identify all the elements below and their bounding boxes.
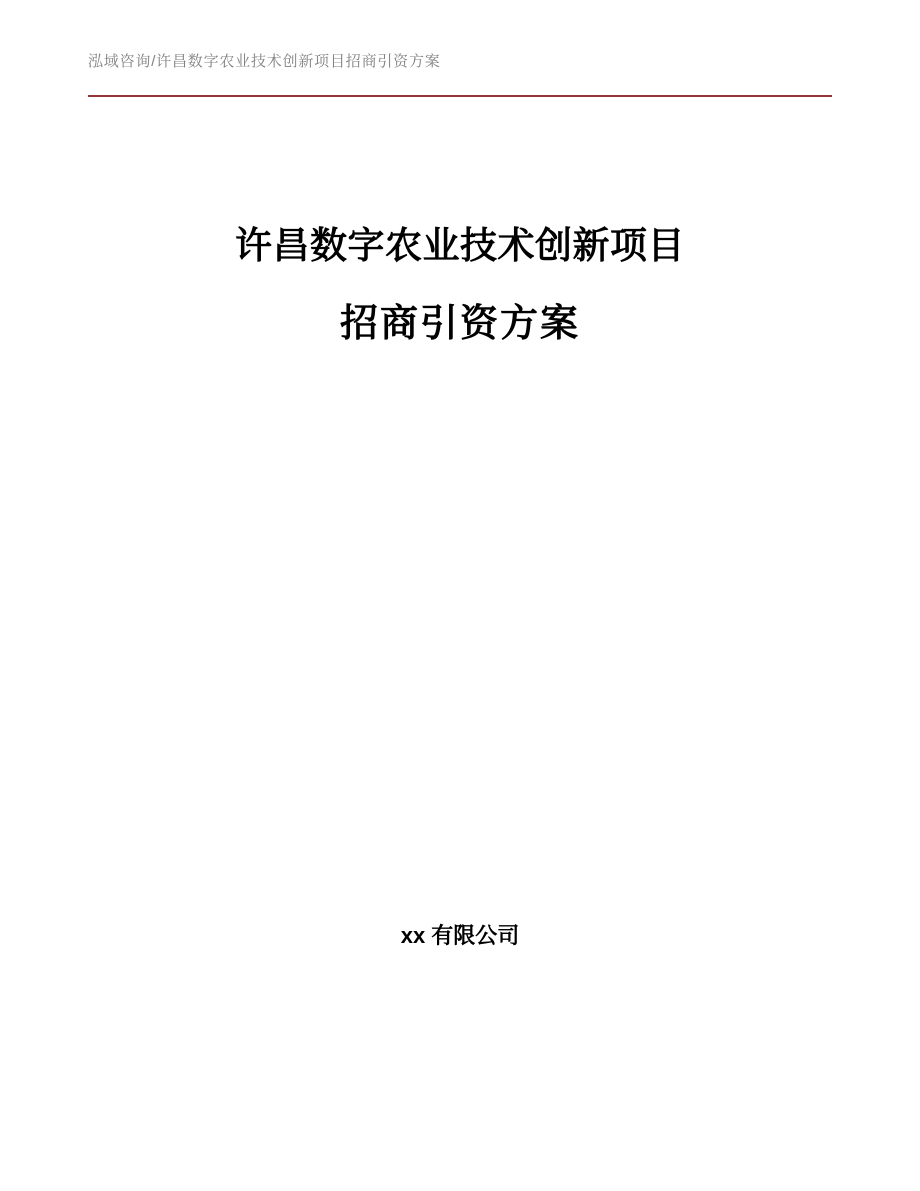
document-title-line-2: 招商引资方案 — [339, 303, 580, 345]
page-header-text: 泓域咨询/许昌数字农业技术创新项目招商引资方案 — [88, 53, 441, 70]
document-title-line-1: 许昌数字农业技术创新项目 — [235, 225, 685, 266]
company-name: xx 有限公司 — [400, 923, 520, 948]
header-divider-line — [88, 95, 832, 97]
